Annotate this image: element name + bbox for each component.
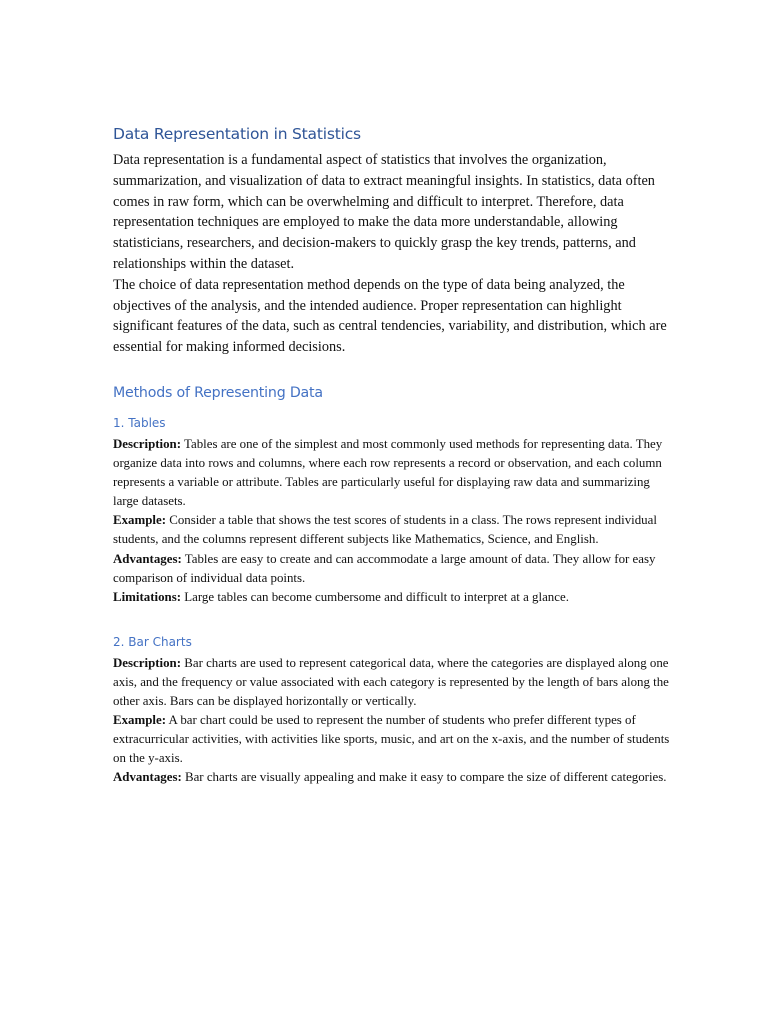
- description-label: Description:: [113, 655, 182, 670]
- intro-paragraph-2: The choice of data representation method depends on the type of data being analyzed, the objectives of the analysis, and the intended audience. Proper representation can highlight significant features of the data, such as central tendencies, variability, and distribution, which are essential for making informed decisions.: [113, 276, 667, 356]
- intro-section: [113, 150, 678, 358]
- intro-paragraph-1: Data representation is a fundamental aspect of statistics that involves the organization, summarization, and visualization of data to extract meaningful insights. In statistics, data often comes in raw form, which can be overwhelming and difficult to interpret. Therefore, data representation techniques are employed to make the data more understandable, allowing statisticians, researchers, and decision-makers to quickly grasp the key trends, patterns, and relationships within the dataset.: [113, 152, 655, 272]
- description-paragraph: [113, 654, 678, 711]
- example-text: Consider a table that shows the test scores of students in a class. The rows represent individual students, and the columns represent different subjects like Mathematics, Science, and English.: [113, 513, 657, 547]
- example-text: A bar chart could be used to represent the number of students who prefer different types of extracurricular activities, with activities like sports, music, and art on the x-axis, and the number of students on the y-axis.: [113, 713, 670, 766]
- methods-heading: Methods of Representing Data: [113, 384, 323, 401]
- example-paragraph: [113, 711, 678, 768]
- description-paragraph: [113, 435, 678, 511]
- document-title: Data Representation in Statistics: [113, 125, 361, 143]
- example-paragraph: [113, 511, 678, 549]
- description-text: Tables are one of the simplest and most commonly used methods for representing data. They organize data into rows and columns, where each row represents a record or observation, and each column represents a variable or attribute. Tables are particularly useful for displaying raw data and summarizing large datasets.: [113, 436, 663, 509]
- example-label: Example:: [113, 513, 166, 528]
- section-tables: [113, 414, 678, 607]
- advantages-text: Tables are easy to create and can accommodate a large amount of data. They allow for easy comparison of individual data points.: [113, 551, 656, 585]
- example-label: Example:: [113, 713, 166, 728]
- description-label: Description:: [113, 436, 182, 451]
- section-heading: 2. Bar Charts: [113, 634, 192, 649]
- advantages-label: Advantages:: [113, 770, 182, 785]
- section-heading: 1. Tables: [113, 415, 166, 430]
- advantages-paragraph: [113, 768, 678, 787]
- description-text: Bar charts are used to represent categorical data, where the categories are displayed along one axis, and the frequency or value associated with each category is represented by the length of bars along the other axis. Bars can be displayed horizontally or vertically.: [113, 655, 669, 708]
- limitations-text: Large tables can become cumbersome and difficult to interpret at a glance.: [181, 589, 569, 604]
- section-bar-charts: [113, 633, 678, 788]
- limitations-paragraph: [113, 588, 678, 607]
- advantages-paragraph: [113, 550, 678, 588]
- advantages-text: Bar charts are visually appealing and make it easy to compare the size of different categories.: [181, 770, 667, 785]
- advantages-label: Advantages:: [113, 551, 182, 566]
- limitations-label: Limitations:: [113, 589, 182, 604]
